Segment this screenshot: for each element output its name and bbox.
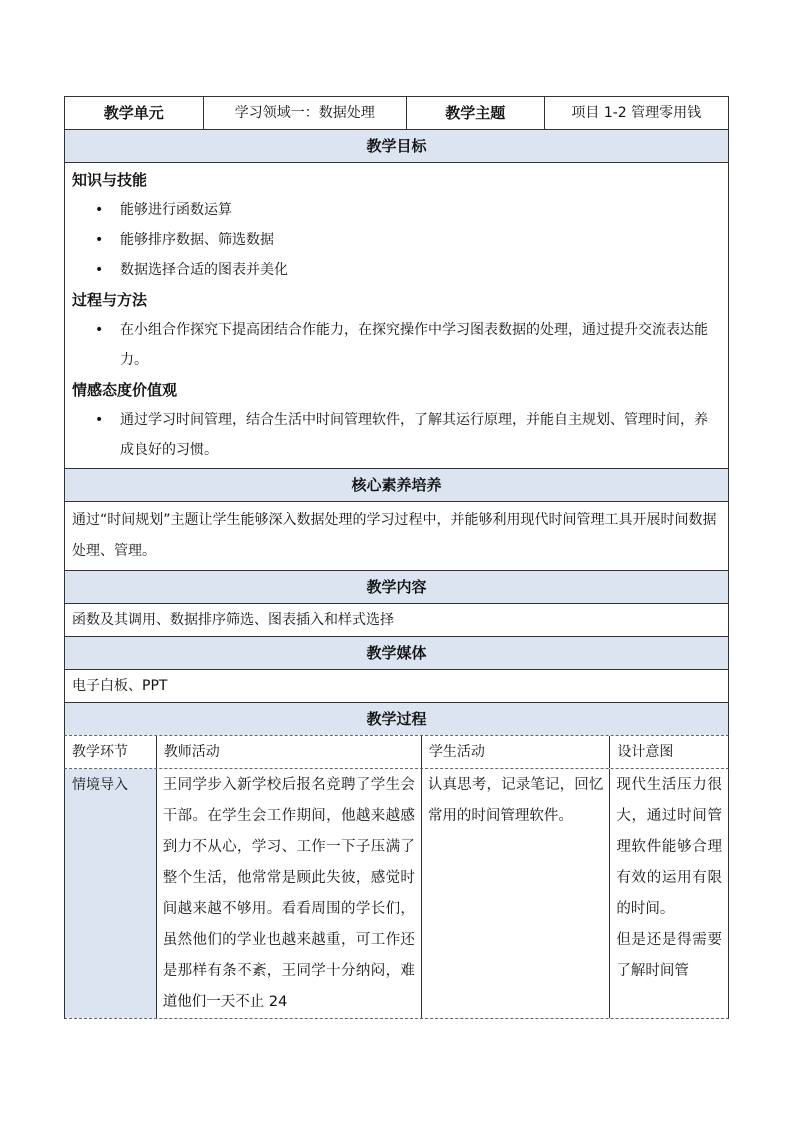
media-header	[64, 636, 729, 669]
column-header-intent: 设计意图	[617, 744, 674, 760]
core-header	[64, 468, 729, 501]
content-text: 函数及其调用、数据排序筛选、图表插入和样式选择	[72, 612, 394, 628]
header-row	[64, 96, 729, 129]
core-text: 通过“时间规划”主题让学生能够深入数据处理的学习过程中，并能够利用现代时间管理工具开展时间数据处理、管理。	[72, 512, 717, 559]
process-method-item: • 在小组合作探究下提高团结合作能力，在探究操作中学习图表数据的处理，通过提升交流表达能力。	[65, 315, 728, 375]
design-intent-text: 现代生活压力很大，通过时间管理软件能够合理有效的运用有限的时间。	[616, 777, 722, 917]
lesson-plan-table	[64, 96, 729, 1019]
process-columns-row	[64, 735, 729, 768]
media-title: 教学媒体	[366, 644, 427, 662]
topic-label-cell	[407, 97, 545, 129]
bullet-icon: •	[95, 232, 104, 248]
emotion-item: • 通过学习时间管理，结合生活中时间管理软件，了解其运行原理，并能自主规划、管理时间，养成良好的习惯。	[65, 405, 728, 465]
design-intent-cell	[610, 769, 728, 1018]
teacher-activity-cell: 王同学步入新学校后报名竞聘了学生会干部。在学生会工作期间，他越来越感到力不从心，学习、工作一下子压满了整个生活，他常常是顾此失彼，感觉时间越来越不够用。看看周围的学长们，虽然他们的学业也越来越重，可工作还是那样有条不紊，王同学十分纳闷，难道他们一天不止 24	[157, 769, 422, 1018]
knowledge-heading: 知识与技能	[72, 171, 148, 189]
unit-label-cell	[65, 97, 204, 129]
content-title: 教学内容	[366, 578, 427, 596]
stage-cell: 情境导入	[65, 769, 157, 1018]
objectives-body	[64, 162, 729, 468]
unit-value: 学习领域一：数据处理	[234, 105, 375, 121]
topic-label: 教学主题	[445, 104, 506, 122]
bullet-icon: •	[95, 202, 104, 218]
bullet-icon: •	[95, 322, 104, 338]
core-body	[64, 501, 729, 570]
core-title: 核心素养培养	[351, 476, 442, 494]
column-header-teacher: 教师活动	[157, 736, 422, 768]
knowledge-item: • 能够排序数据、筛选数据	[65, 225, 728, 255]
unit-value-cell	[204, 97, 407, 129]
media-body	[64, 669, 729, 702]
process-header	[64, 702, 729, 735]
design-intent-text-continued: 但是还是得需要了解时间管	[616, 932, 722, 979]
objectives-header	[64, 129, 729, 162]
content-header	[64, 570, 729, 603]
process-title: 教学过程	[366, 710, 427, 728]
knowledge-item: • 数据选择合适的图表并美化	[65, 255, 728, 285]
emotion-heading: 情感态度价值观	[72, 381, 178, 399]
media-text: 电子白板、PPT	[72, 678, 168, 694]
unit-label: 教学单元	[103, 104, 164, 122]
process-method-heading: 过程与方法	[72, 291, 148, 309]
topic-value-cell	[545, 97, 728, 129]
column-header-student: 学生活动	[422, 736, 610, 768]
bullet-icon: •	[95, 262, 104, 278]
table-row	[64, 768, 729, 1019]
content-body	[64, 603, 729, 636]
bullet-icon: •	[95, 412, 104, 428]
objectives-title: 教学目标	[366, 137, 427, 155]
student-activity-cell: 认真思考，记录笔记，回忆常用的时间管理软件。	[422, 769, 610, 1018]
topic-value: 项目 1-2 管理零用钱	[571, 105, 702, 121]
knowledge-item: • 能够进行函数运算	[65, 195, 728, 225]
column-header-stage: 教学环节	[65, 736, 157, 768]
